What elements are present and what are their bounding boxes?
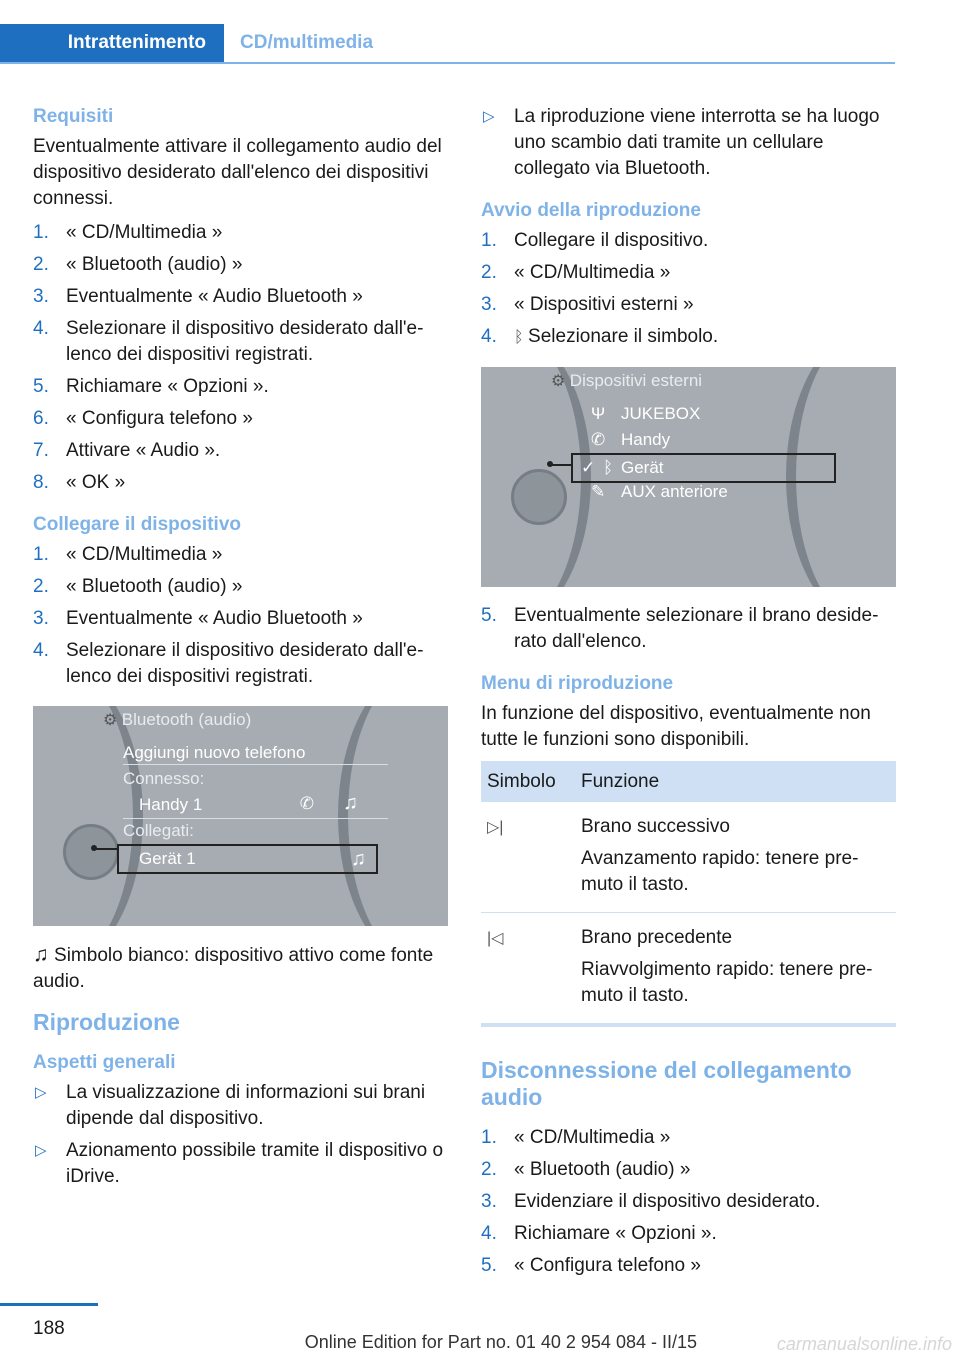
disconnect-steps <box>481 1125 896 1279</box>
checkmark-icon: ✓ <box>581 458 596 477</box>
general-heading: Aspetti generali <box>33 1052 176 1073</box>
list-item: 1. « CD/Multimedia » <box>33 222 223 243</box>
list-item: 4. Richiamare « Opzioni ». <box>481 1223 717 1244</box>
list-item: ▷ La riproduzione viene interrotta se ha luogo uno scambio dati tramite un cellulare collegato via Bluetooth. <box>483 106 880 179</box>
page-number: 188 <box>33 1318 65 1339</box>
interruption-note <box>481 104 896 182</box>
device-aux: AUX anteriore <box>621 482 728 501</box>
list-item: 7. Attivare « Audio ». <box>33 440 221 461</box>
list-item: 2. « Bluetooth (audio) » <box>481 1159 691 1180</box>
footer-rule <box>0 1303 98 1306</box>
music-note-icon: ♫ <box>33 943 49 966</box>
menu-heading: Menu di riproduzione <box>481 673 674 694</box>
general-list <box>33 1080 448 1190</box>
list-item: 3. « Dispositivi esterni » <box>481 294 694 315</box>
disconnect-heading: Disconnessione del collegamento audio <box>481 1057 852 1110</box>
page-header <box>0 24 895 64</box>
bluetooth-audio-screen <box>33 706 448 926</box>
note-text: Simbolo bianco: dispositivo attivo come fonte audio. <box>33 945 434 992</box>
connected-device: Handy 1 <box>139 795 203 814</box>
chapter-tab: Intrattenimento <box>0 24 224 62</box>
bluetooth-icon: ᛒ <box>514 329 529 346</box>
list-item: ▷ La visualizzazione di informazioni sui brani dipende dal dispositivo. <box>35 1082 426 1129</box>
section-tab: CD/multimedia <box>240 32 374 53</box>
list-item: 2. « Bluetooth (audio) » <box>33 254 243 275</box>
list-item: 4. Selezionare il dispositivo desiderato dall'elenco dei dispositivi registrati. <box>33 640 424 687</box>
function-table <box>481 761 896 1024</box>
device-geraet: Gerät <box>621 458 664 477</box>
table-header-function: Funzione <box>575 761 896 802</box>
list-item: 8. « OK » <box>33 472 126 493</box>
device-jukebox: JUKEBOX <box>621 404 701 423</box>
bluetooth-icon: ᛒ <box>603 458 614 477</box>
connect-steps <box>33 542 448 690</box>
start-steps <box>481 228 896 351</box>
phone-icon: ✆ <box>299 794 314 813</box>
external-devices-screen <box>481 367 896 587</box>
table-row: |◁ Brano precedente Riavvolgimento rapido: tenere premuto il tasto. <box>481 913 896 1024</box>
list-item: 5. « Configura telefono » <box>481 1255 701 1276</box>
list-item: 3. Eventualmente « Audio Bluetooth » <box>33 286 363 307</box>
menu-icon: ⚙ <box>551 373 570 390</box>
requirements-steps <box>33 220 448 496</box>
left-column <box>33 104 448 1206</box>
aux-icon: ✎ <box>591 482 606 501</box>
start-heading: Avvio della riproduzione <box>481 200 701 221</box>
table-header-symbol: Simbolo <box>481 761 575 802</box>
playback-heading: Riproduzione <box>33 1009 180 1035</box>
device-handy: Handy <box>621 430 671 449</box>
connect-heading: Collegare il dispositivo <box>33 514 241 535</box>
watermark: carmanualsonline.info <box>776 1334 952 1354</box>
phone-icon: ✆ <box>591 430 606 449</box>
list-item: ▷ Azionamento possibile tramite il dispositivo o iDrive. <box>35 1140 444 1187</box>
list-item: 6. « Configura telefono » <box>33 408 253 429</box>
table-row: ▷| Brano successivo Avanzamento rapido: tenere premuto il tasto. <box>481 802 896 913</box>
paired-device-row: Gerät 1 ♫ <box>117 844 378 874</box>
list-item: 1. Collegare il dispositivo. <box>481 230 709 251</box>
previous-track-icon: |◁ <box>487 930 504 947</box>
usb-icon: Ψ <box>591 404 606 423</box>
next-track-icon: ▷| <box>487 819 504 836</box>
list-item: 5. Richiamare « Opzioni ». <box>33 376 269 397</box>
edition-text: Online Edition for Part no. 01 40 2 954 084 - II/15 <box>304 1332 697 1352</box>
connected-label: Connesso: <box>123 769 205 788</box>
requirements-text: Eventualmente attivare il collegamento audio del dispositivo desiderato dall'elenco dei dispositivi connessi. <box>33 136 442 209</box>
menu-icon: ⚙ <box>103 712 122 729</box>
screen-title: Bluetooth (audio) <box>121 710 252 729</box>
requirements-heading: Requisiti <box>33 106 114 127</box>
list-item: 4. Selezionare il dispositivo desiderato dall'elenco dei dispositivi registrati. <box>33 318 424 365</box>
list-item: 1. « CD/Multimedia » <box>33 544 223 565</box>
music-note-icon: ♫ <box>351 848 366 870</box>
list-item: 1. « CD/Multimedia » <box>481 1127 671 1148</box>
list-item: 2. « CD/Multimedia » <box>481 262 671 283</box>
list-item: 2. « Bluetooth (audio) » <box>33 576 243 597</box>
right-column <box>481 104 896 1295</box>
paired-label: Collegati: <box>123 821 194 840</box>
list-item: 3. Evidenziare il dispositivo desiderato. <box>481 1191 821 1212</box>
menu-text: In funzione del dispositivo, eventualmente non tutte le funzioni sono disponibili. <box>481 703 871 750</box>
music-note-icon: ♫ <box>343 792 358 814</box>
list-item: 4. ᛒ Selezionare il simbolo. <box>481 326 719 347</box>
list-item: 5. Eventualmente selezionare il brano desiderato dall'elenco. <box>481 605 879 652</box>
screen-title: Dispositivi esterni <box>569 371 703 390</box>
start-step-5 <box>481 603 896 655</box>
add-phone-item: Aggiungi nuovo telefono <box>123 743 306 762</box>
list-item: 3. Eventualmente « Audio Bluetooth » <box>33 608 363 629</box>
